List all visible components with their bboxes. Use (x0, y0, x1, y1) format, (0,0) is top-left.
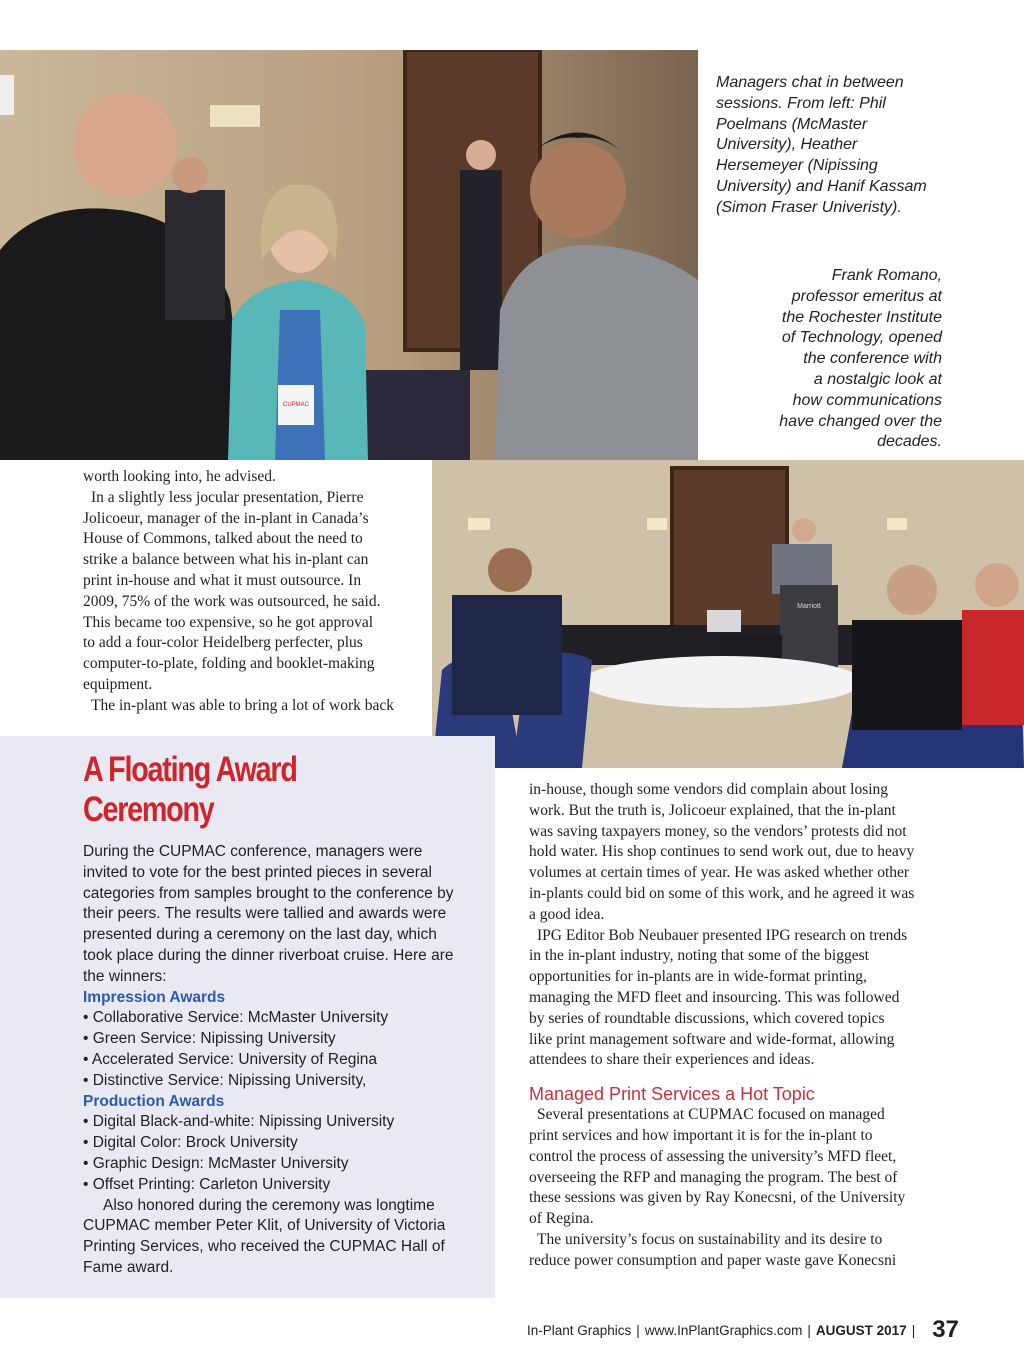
award-item: • Digital Black-and-white: Nipissing University (83, 1113, 395, 1131)
article-left-column (83, 467, 428, 717)
caption-line: the Rochester Institute (781, 308, 942, 326)
romano-caption (716, 266, 942, 453)
caption-line: Poelmans (McMaster (716, 115, 868, 133)
article-line: attendees to share their experiences and ideas. (529, 1051, 815, 1069)
caption-line: of Technology, opened (781, 329, 942, 347)
article-line: in the in-plant industry, noting that some of the biggest (529, 947, 869, 965)
article-line: control the process of assessing the university’s MFD fleet, (529, 1147, 897, 1165)
article-line: by series of roundtable discussions, which covered topics (529, 1009, 885, 1027)
caption-line: (Simon Fraser Univeristy). (716, 198, 902, 216)
sidebar-line: their peers. The results were tallied and awards were (83, 905, 447, 923)
sidebar-line: the winners: (83, 967, 167, 985)
badge-text: CUPMAC (282, 402, 310, 408)
award-item: • Green Service: Nipissing University (83, 1030, 336, 1048)
article-line: in-plants could bid on some of this work, and he agreed it was (529, 884, 915, 902)
managed-print-subheading: Managed Print Services a Hot Topic (529, 1084, 815, 1105)
sidebar-body (83, 842, 483, 1279)
caption-line: University), Heather (716, 136, 858, 154)
caption-line: professor emeritus at (791, 287, 942, 305)
article-line: in-house, though some vendors did complain about losing (529, 781, 889, 798)
article-line: opportunities for in-plants are in wide-format printing, (529, 968, 867, 986)
article-line: reduce power consumption and paper waste gave Konecsni (529, 1251, 897, 1269)
article-line: The university’s focus on sustainability and its desire to (537, 1230, 883, 1248)
article-line: The in-plant was able to bring a lot of work back (91, 696, 395, 714)
award-item: • Accelerated Service: University of Regina (83, 1050, 378, 1068)
article-line: overseeing the RFP and managing the program. The best of (529, 1168, 898, 1186)
award-item: • Digital Color: Brock University (83, 1134, 298, 1152)
page-number: 37 (932, 1316, 959, 1343)
article-line: House of Commons, talked about the need to (83, 530, 363, 548)
website-text: www.InPlantGraphics.com (644, 1322, 803, 1338)
award-item: • Collaborative Service: McMaster University (83, 1009, 389, 1027)
article-line: a good idea. (529, 905, 605, 923)
article-line: these sessions was given by Ray Konecsni, of the University (529, 1189, 906, 1207)
page-footer (527, 1316, 997, 1344)
article-line: work. But the truth is, Jolicoeur explained, that the in-plant (529, 801, 896, 819)
article-line: In a slightly less jocular presentation, Pierre (91, 488, 364, 506)
caption-line: the conference with (803, 350, 942, 368)
article-line: This became too expensive, so he got approval (83, 613, 374, 631)
footer-separator: | (807, 1322, 811, 1338)
caption-line: have changed over the (779, 412, 942, 430)
article-line: print services and how important it is for the in-plant to (529, 1126, 873, 1144)
sidebar-line: categories from samples brought to the conference by (83, 884, 454, 902)
caption-line: sessions. From left: Phil (716, 94, 886, 112)
podium-text: Marriott (797, 603, 821, 610)
article-line: 2009, 75% of the work was outsourced, he said. (83, 592, 381, 610)
award-item: • Offset Printing: Carleton University (83, 1175, 331, 1193)
sidebar-title (83, 750, 421, 830)
caption-line: Hersemeyer (Nipissing (716, 157, 878, 175)
article-line: like print management software and wide-format, allowing (529, 1030, 895, 1048)
managers-chat-photo (0, 50, 698, 460)
article-line: print in-house and what it must outsource. In (83, 571, 362, 589)
sidebar-line: took place during the dinner riverboat cruise. Here are (83, 946, 454, 964)
award-item: • Graphic Design: McMaster University (83, 1154, 349, 1172)
footer-separator: | (636, 1322, 640, 1338)
caption-line: decades. (877, 433, 942, 451)
article-line: to add a four-color Heidelberg perfecter, plus (83, 634, 363, 652)
caption-line: Frank Romano, (831, 267, 942, 284)
caption-line: a nostalgic look at (813, 370, 942, 388)
presentation-photo (432, 460, 1024, 768)
article-line: was saving taxpayers money, so the vendors’ protests did not (529, 822, 907, 840)
article-line: managing the MFD fleet and insourcing. This was followed (529, 988, 900, 1006)
impression-awards-heading: Impression Awards (83, 988, 226, 1006)
article-line: of Regina. (529, 1210, 594, 1228)
managers-caption (716, 73, 956, 219)
issue-date: AUGUST 2017 (815, 1322, 907, 1338)
caption-line: Managers chat in between (716, 74, 904, 91)
article-right-column (529, 780, 969, 1272)
sidebar-line: CUPMAC member Peter Klit, of University of Victoria (83, 1217, 446, 1235)
production-awards-heading: Production Awards (83, 1092, 225, 1110)
article-line: IPG Editor Bob Neubauer presented IPG research on trends (537, 926, 908, 944)
sidebar-line: invited to vote for the best printed pieces in several (83, 863, 432, 881)
caption-line: University) and Hanif Kassam (716, 177, 927, 195)
article-line: Jolicoeur, manager of the in-plant in Canada’s (83, 509, 369, 527)
sidebar-line: Fame award. (83, 1258, 174, 1276)
article-line: volumes at certain times of year. He was asked whether other (529, 864, 910, 882)
article-line: Several presentations at CUPMAC focused on managed (537, 1106, 885, 1124)
publication-name: In-Plant Graphics (527, 1322, 632, 1338)
sidebar-line: presented during a ceremony on the last day, which (83, 926, 437, 944)
award-item: • Distinctive Service: Nipissing University, (83, 1071, 367, 1089)
article-line: worth looking into, he advised. (83, 468, 276, 485)
award-ceremony-sidebar (0, 736, 495, 1298)
article-line: strike a balance between what his in-plant can (83, 551, 369, 569)
article-line: computer-to-plate, folding and booklet-making (83, 655, 375, 673)
footer-separator: | (911, 1322, 916, 1338)
sidebar-line: During the CUPMAC conference, managers were (83, 843, 423, 860)
article-line: equipment. (83, 675, 153, 693)
sidebar-title-text: A Floating Award Ceremony (83, 750, 297, 829)
article-line: hold water. His shop continues to send work out, due to heavy (529, 843, 915, 861)
sidebar-line: Printing Services, who received the CUPMAC Hall of (83, 1238, 445, 1256)
sidebar-line: Also honored during the ceremony was longtime (103, 1196, 435, 1214)
caption-line: how communications (792, 391, 942, 409)
